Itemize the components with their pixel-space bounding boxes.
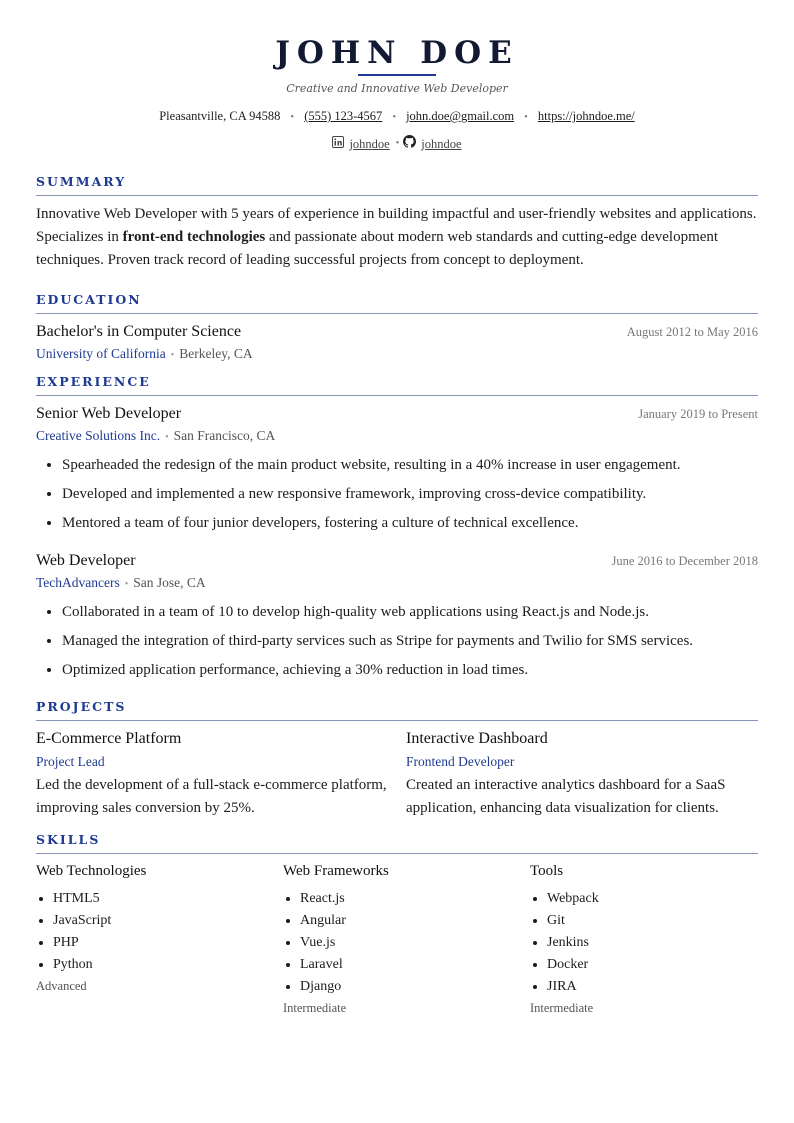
company-location: San Francisco, CA bbox=[173, 428, 276, 443]
summary-section bbox=[36, 174, 758, 272]
skill-item: • Docker bbox=[547, 954, 758, 976]
separator: • bbox=[165, 432, 169, 443]
job-bullet: • Spearheaded the redesign of the main product website, resulting in a 40% increase in user engagement. bbox=[62, 451, 758, 480]
job-dates: June 2016 to December 2018 bbox=[611, 554, 758, 568]
job-bullets bbox=[36, 598, 758, 685]
skill-item: • Laravel bbox=[300, 954, 530, 976]
school-name: University of California bbox=[36, 346, 166, 361]
project-description: Created an interactive analytics dashboard for a SaaS application, enhancing data visualization for clients. bbox=[406, 777, 726, 816]
job-bullet: • Developed and implemented a new responsive framework, improving cross-device compatibility. bbox=[62, 480, 758, 509]
project-description: Led the development of a full-stack e-commerce platform, improving sales conversion by 25%. bbox=[36, 777, 387, 816]
job-bullet: • Collaborated in a team of 10 to develop high-quality web applications using React.js and Node.js. bbox=[62, 598, 758, 627]
resume-page bbox=[36, 0, 758, 1016]
degree-title: Bachelor's in Computer Science bbox=[36, 323, 242, 340]
school-location: Berkeley, CA bbox=[179, 346, 253, 361]
skill-item: • Django bbox=[300, 976, 530, 998]
section-title: EDUCATION bbox=[36, 292, 758, 314]
skill-item: • Jenkins bbox=[547, 932, 758, 954]
skill-group-title: Web Technologies bbox=[36, 863, 147, 879]
education-dates: August 2012 to May 2016 bbox=[626, 325, 758, 339]
skills-section bbox=[36, 832, 758, 1016]
separator: • bbox=[524, 112, 528, 123]
project-card bbox=[406, 729, 758, 820]
skill-group bbox=[36, 862, 283, 1016]
website-link[interactable]: https://johndoe.me/ bbox=[537, 109, 635, 123]
section-title: EXPERIENCE bbox=[36, 374, 758, 396]
summary-text-part: and passionate about modern web standards and cutting-edge development techniques. Proven track record of leading successful projects from concept to deployment. bbox=[36, 229, 719, 268]
job-bullets bbox=[36, 451, 758, 538]
skill-group bbox=[530, 862, 758, 1016]
job-entry bbox=[36, 405, 758, 538]
skill-item: • Angular bbox=[300, 910, 530, 932]
summary-text bbox=[36, 203, 758, 272]
skill-item: • Vue.js bbox=[300, 932, 530, 954]
linkedin-icon bbox=[332, 136, 344, 152]
skill-item: • Python bbox=[53, 954, 283, 976]
skill-group-title: Web Frameworks bbox=[283, 863, 389, 879]
skill-level: Intermediate bbox=[530, 1001, 594, 1015]
email-link[interactable]: john.doe@gmail.com bbox=[406, 109, 515, 123]
tagline: Creative and Innovative Web Developer bbox=[286, 82, 508, 95]
separator: • bbox=[124, 579, 129, 590]
github-link[interactable]: johndoe bbox=[421, 136, 462, 151]
skill-level: Advanced bbox=[36, 979, 87, 993]
job-bullet: • Managed the integration of third-party services such as Stripe for payments and Twilio for SMS services. bbox=[62, 627, 758, 656]
skill-item: • PHP bbox=[53, 932, 283, 954]
project-role: Frontend Developer bbox=[406, 754, 515, 769]
skill-item: • JavaScript bbox=[53, 910, 283, 932]
job-role: Web Developer bbox=[36, 552, 136, 569]
skill-item: • Git bbox=[547, 910, 758, 932]
skill-list bbox=[36, 888, 283, 976]
skill-list bbox=[530, 888, 758, 998]
separator: • bbox=[392, 112, 396, 123]
job-role: Senior Web Developer bbox=[36, 405, 182, 422]
separator: • bbox=[170, 350, 175, 361]
phone-link[interactable]: (555) 123-4567 bbox=[304, 109, 383, 123]
name-underline bbox=[358, 74, 436, 76]
project-name: Interactive Dashboard bbox=[406, 730, 548, 747]
education-entry bbox=[36, 323, 758, 365]
skill-group-title: Tools bbox=[530, 863, 564, 879]
projects-section bbox=[36, 699, 758, 820]
linkedin-link[interactable]: johndoe bbox=[349, 136, 390, 151]
company-location: San Jose, CA bbox=[133, 575, 206, 590]
project-role: Project Lead bbox=[36, 754, 105, 769]
contact-line bbox=[36, 108, 758, 126]
company-name: TechAdvancers bbox=[36, 575, 120, 590]
summary-text-part: Innovative Web Developer with 5 years of experience in building impactful and user-friendly websites and applications. Specializes in bbox=[36, 206, 757, 245]
location-text: Pleasantville, CA 94588 bbox=[159, 109, 281, 123]
skill-group bbox=[283, 862, 530, 1016]
job-bullet: • Optimized application performance, achieving a 30% reduction in load times. bbox=[62, 656, 758, 685]
summary-bold-text: front-end technologies bbox=[122, 229, 266, 245]
project-name: E-Commerce Platform bbox=[36, 730, 182, 747]
section-title: SKILLS bbox=[36, 832, 758, 854]
separator: • bbox=[290, 112, 295, 123]
skill-item: • JIRA bbox=[547, 976, 758, 998]
job-dates: January 2019 to Present bbox=[638, 407, 758, 421]
skill-item: • React.js bbox=[300, 888, 530, 910]
github-icon bbox=[403, 135, 416, 152]
social-line bbox=[36, 135, 758, 152]
section-title: PROJECTS bbox=[36, 699, 758, 721]
skill-item: • Webpack bbox=[547, 888, 758, 910]
job-entry bbox=[36, 552, 758, 685]
candidate-name: JOHN DOE bbox=[275, 35, 519, 71]
education-section bbox=[36, 292, 758, 365]
experience-section bbox=[36, 374, 758, 685]
skill-level: Intermediate bbox=[283, 1001, 347, 1015]
project-card bbox=[36, 729, 406, 820]
skill-list bbox=[283, 888, 530, 998]
resume-header bbox=[36, 34, 758, 152]
job-bullet: • Mentored a team of four junior developers, fostering a culture of technical excellence. bbox=[62, 509, 758, 538]
section-title: SUMMARY bbox=[36, 174, 758, 196]
skill-item: • HTML5 bbox=[53, 888, 283, 910]
separator: • bbox=[395, 137, 400, 149]
company-name: Creative Solutions Inc. bbox=[36, 428, 161, 443]
